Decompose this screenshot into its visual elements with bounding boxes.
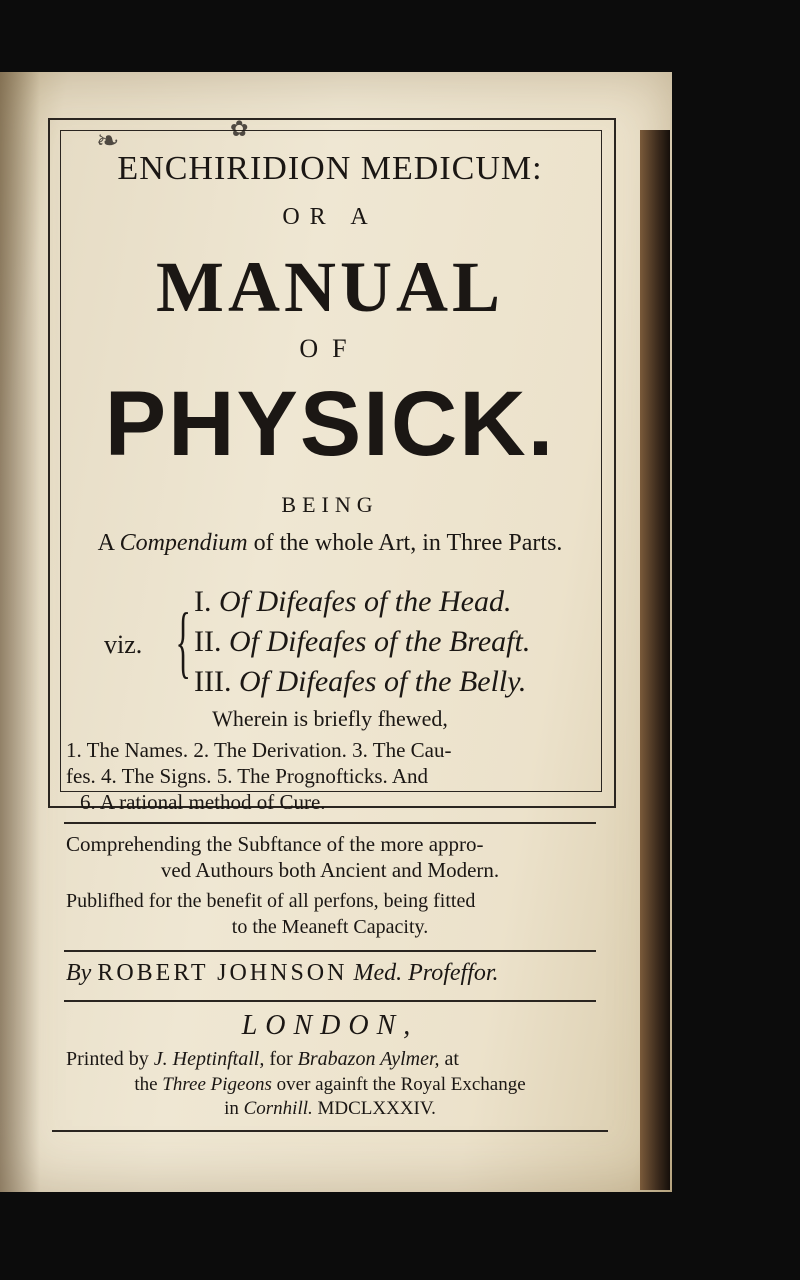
author-by: By xyxy=(66,960,92,986)
part-text: Of Difeafes of the Head. xyxy=(219,585,512,618)
part-2 xyxy=(194,625,530,659)
imprint-for: for xyxy=(269,1048,293,1070)
flourish-ornament-icon: ❧ xyxy=(96,126,120,157)
compendium-italic: Compendium xyxy=(119,530,248,556)
imprint-line3-prefix: in xyxy=(224,1098,239,1119)
imprint-line-1 xyxy=(60,1048,600,1071)
viz-label: viz. xyxy=(104,630,143,659)
author-line xyxy=(60,960,600,987)
wherein-line: Wherein is briefly fhewed, xyxy=(212,706,448,731)
compendium-line xyxy=(60,530,600,557)
published-line-2: to the Meaneft Capacity. xyxy=(231,916,429,938)
divider-rule xyxy=(64,1000,596,1002)
list-line-1: 1. The Names. 2. The Derivation. 3. The Cau- xyxy=(66,738,452,762)
compendium-suffix: of the whole Art, in Three Parts. xyxy=(253,530,563,556)
imprint-bookseller: Brabazon Aylmer, xyxy=(297,1048,440,1070)
page-gutter-shadow xyxy=(0,72,40,1192)
title-line-1: ENCHIRIDION MEDICUM: xyxy=(117,150,543,187)
imprint-year: MDCLXXXIV. xyxy=(317,1098,436,1119)
title-line-5: PHYSICK. xyxy=(104,373,556,475)
title-line-2: OR A xyxy=(282,204,378,230)
divider-rule xyxy=(64,822,596,824)
author-title: Med. Profeffor. xyxy=(353,960,499,986)
part-1 xyxy=(194,585,511,619)
being-line: BEING xyxy=(281,492,379,517)
imprint-line-3 xyxy=(60,1098,600,1120)
imprint-line2-prefix: the xyxy=(134,1074,158,1095)
part-numeral: I. xyxy=(194,585,212,618)
list-line-2: fes. 4. The Signs. 5. The Prognofticks. And xyxy=(66,764,429,788)
imprint-street: Cornhill. xyxy=(243,1098,313,1119)
divider-rule xyxy=(64,950,596,952)
author-name: ROBERT JOHNSON xyxy=(97,960,348,986)
imprint-sign: Three Pigeons xyxy=(162,1074,272,1095)
comprehending-line-1: Comprehending the Subftance of the more appro- xyxy=(66,832,484,856)
part-3 xyxy=(194,665,526,699)
imprint-line2-suffix: over againft the Royal Exchange xyxy=(276,1074,526,1095)
part-numeral: II. xyxy=(194,625,222,658)
bottom-rule xyxy=(52,1130,608,1132)
title-line-4: OF xyxy=(299,334,361,363)
part-numeral: III. xyxy=(194,665,232,698)
part-text: Of Difeafes of the Breaft. xyxy=(228,625,531,658)
brace-icon: { xyxy=(175,598,191,686)
book-edge xyxy=(640,130,670,1190)
imprint-at: at xyxy=(444,1048,459,1070)
flourish-ornament-icon: ✿ xyxy=(230,116,249,141)
comprehending-line-2: ved Authours both Ancient and Modern. xyxy=(160,858,500,882)
compendium-prefix: A xyxy=(97,530,114,556)
imprint-prefix: Printed by xyxy=(66,1048,149,1070)
part-text: Of Difeafes of the Belly. xyxy=(238,665,527,698)
title-line-3: MANUAL xyxy=(156,247,504,327)
published-line-1: Publifhed for the benefit of all perfons, being fitted xyxy=(66,890,476,912)
imprint-line-2 xyxy=(60,1074,600,1096)
place-line: LONDON, xyxy=(241,1010,419,1041)
imprint-printer: J. Heptinftall, xyxy=(153,1048,265,1070)
list-line-3: 6. A rational method of Cure. xyxy=(80,790,326,814)
